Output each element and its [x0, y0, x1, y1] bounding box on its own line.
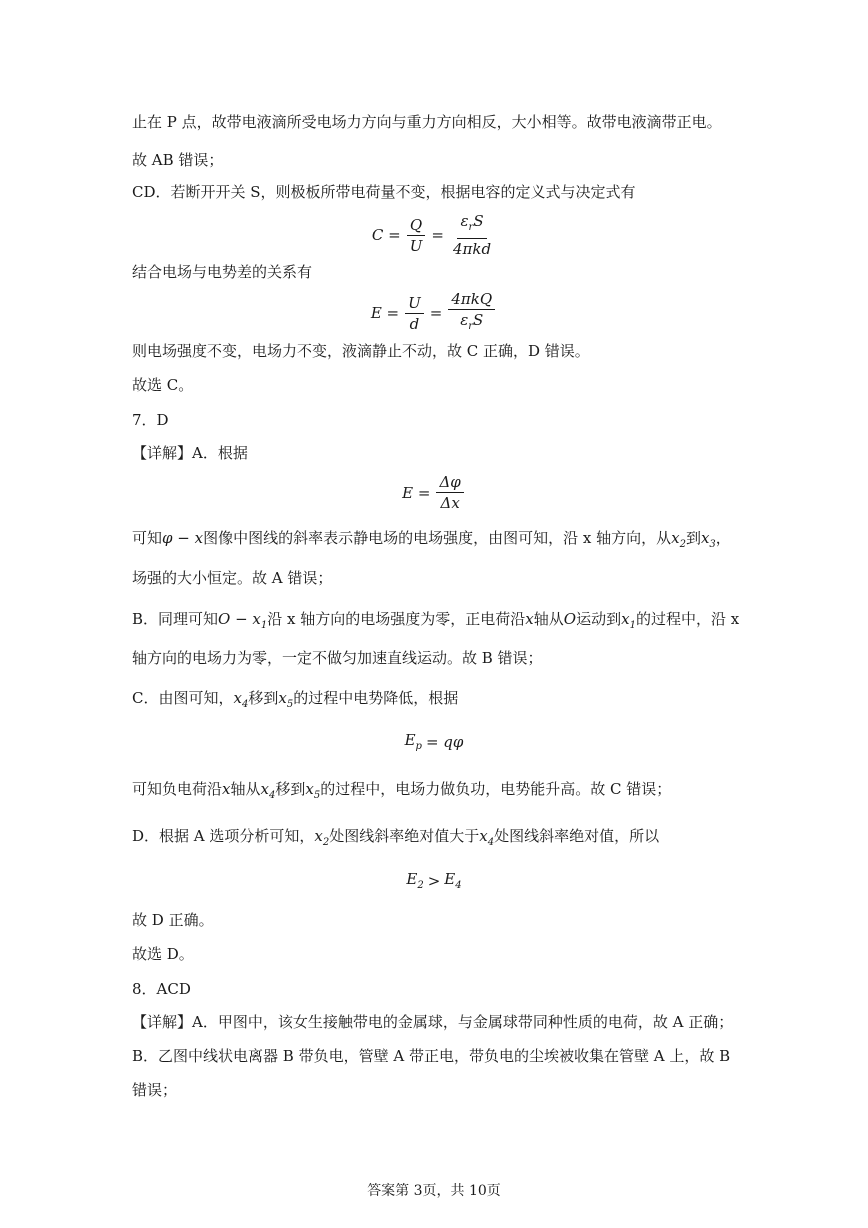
question-answer: 7．D: [132, 411, 169, 429]
formula-capacitance: C = $\frac{Q}{U}$ = $\frac{\varepsilon_rS}{\text{4πkd}}$: [371, 212, 492, 258]
paragraph: 结合电场与电势差的关系有: [132, 263, 313, 281]
paragraph: 错误；: [132, 1081, 178, 1099]
page-footer: 答案第 3页，共 10页: [367, 1183, 501, 1199]
paragraph: 止在 P 点，故带电液滴所受电场力方向与重力方向相反，大小相等。故带电液滴带正电。: [132, 113, 722, 131]
paragraph: CD．若断开开关 S，则极板所带电荷量不变，根据电容的定义式与决定式有: [132, 183, 636, 201]
paragraph: 场强的大小恒定。故 A 错误；: [132, 569, 333, 587]
formula-potential-energy: $E_p$ = qφ: [404, 731, 464, 752]
paragraph: 可知φ − x图像中图线的斜率表示静电场的电场强度，由图可知，沿 x 轴方向，从$x_2$到$x_3$，: [132, 529, 731, 550]
paragraph: B．乙图中线状电离器 B 带负电，管壁 A 带正电，带负电的尘埃被收集在管壁 A 上，故 B: [132, 1047, 731, 1065]
paragraph: C．由图可知，$x_4$移到$x_5$的过程中电势降低，根据: [132, 689, 459, 710]
paragraph: 【详解】A．根据: [132, 444, 248, 462]
paragraph: 可知负电荷沿x轴从$x_4$移到$x_5$的过程中，电场力做负功，电势能升高。故 C 错误；: [132, 780, 672, 801]
paragraph: 故选 C。: [132, 376, 194, 394]
formula-comparison: $E_2$ > $E_4$: [406, 870, 462, 891]
paragraph: 故选 D。: [132, 945, 194, 963]
paragraph: 故 D 正确。: [132, 911, 214, 929]
paragraph: D．根据 A 选项分析可知，$x_2$处图线斜率绝对值大于$x_4$处图线斜率绝对值，所以: [132, 827, 660, 848]
paragraph: B．同理可知$O - x_1$沿 x 轴方向的电场强度为零，正电荷沿x轴从O运动到$x_1$的过程中，沿 x: [132, 610, 740, 631]
question-answer: 8．ACD: [132, 980, 191, 998]
paragraph: 故 AB 错误；: [132, 151, 224, 169]
paragraph: 轴方向的电场力为零，一定不做匀加速直线运动。故 B 错误；: [132, 649, 543, 667]
paragraph: 则电场强度不变，电场力不变，液滴静止不动，故 C 正确，D 错误。: [132, 342, 590, 360]
formula-gradient: E = $\frac{\Delta\varphi}{\Delta x}$: [0, 473, 868, 512]
formula-field-strength: E = $\frac{U}{d}$ = $\frac{\text{4πkQ}}{\varepsilon_rS}$: [0, 290, 868, 336]
paragraph: 【详解】A．甲图中，该女生接触带电的金属球，与金属球带同种性质的电荷，故 A 正确；: [132, 1013, 734, 1031]
